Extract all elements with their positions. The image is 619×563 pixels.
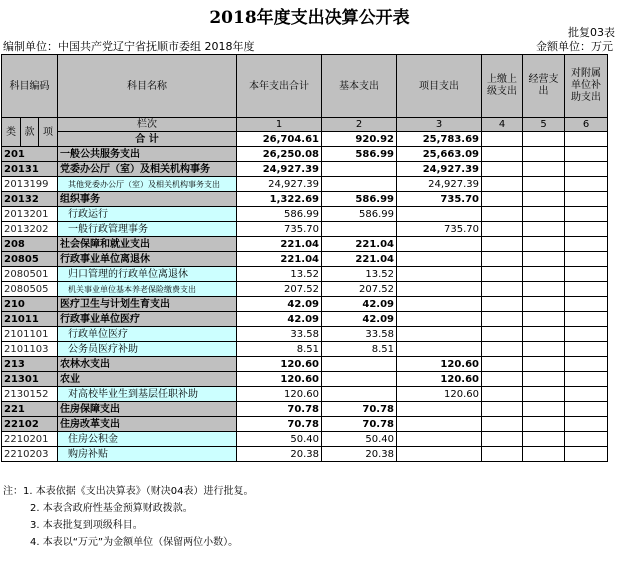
row-name [58, 372, 237, 387]
table-row [2, 342, 608, 357]
row-name-text: 其他党委办公厅（室）及相关机构事务支出 [68, 179, 220, 189]
row-subsidy [565, 207, 608, 222]
row-name [58, 312, 237, 327]
table-row [2, 297, 608, 312]
row-total: 221.04 [237, 237, 322, 252]
row-total: 1,322.69 [237, 192, 322, 207]
row-business [523, 402, 565, 417]
row-total: 8.51 [237, 342, 322, 357]
header-project: 项目支出 [397, 55, 482, 118]
total-upper [482, 132, 523, 147]
row-business [523, 327, 565, 342]
row-basic: 586.99 [322, 192, 397, 207]
total-project: 25,783.69 [397, 132, 482, 147]
row-business [523, 162, 565, 177]
row-subsidy [565, 222, 608, 237]
row-upper [482, 372, 523, 387]
row-business [523, 372, 565, 387]
row-upper [482, 387, 523, 402]
row-total: 24,927.39 [237, 177, 322, 192]
row-basic: 42.09 [322, 297, 397, 312]
row-total: 42.09 [237, 312, 322, 327]
col-label: 栏次 [58, 118, 237, 132]
row-business [523, 237, 565, 252]
row-code: 20132 [2, 192, 58, 207]
row-upper [482, 147, 523, 162]
row-project [397, 312, 482, 327]
row-subsidy [565, 342, 608, 357]
table-row [2, 207, 608, 222]
row-name-text: 购房补贴 [68, 448, 108, 460]
row-upper [482, 417, 523, 432]
row-total: 24,927.39 [237, 162, 322, 177]
row-basic: 207.52 [322, 282, 397, 297]
table-row [2, 447, 608, 462]
row-subsidy [565, 282, 608, 297]
row-upper [482, 267, 523, 282]
row-upper [482, 222, 523, 237]
header-business: 经营支出 [523, 55, 565, 118]
row-name [58, 387, 237, 402]
row-code: 22102 [2, 417, 58, 432]
row-business [523, 222, 565, 237]
table-row [2, 432, 608, 447]
row-name-text: 归口管理的行政单位离退休 [68, 268, 188, 280]
header-basic: 基本支出 [322, 55, 397, 118]
table-row [2, 327, 608, 342]
table-row [2, 192, 608, 207]
note-2: 2. 本表含政府性基金预算财政拨款。 [30, 503, 193, 514]
row-business [523, 387, 565, 402]
header-code: 科目编码 [2, 55, 58, 118]
row-subsidy [565, 372, 608, 387]
row-subsidy [565, 237, 608, 252]
row-name-text: 一般行政管理事务 [68, 223, 148, 235]
row-upper [482, 162, 523, 177]
row-upper [482, 237, 523, 252]
col-1: 1 [237, 118, 322, 132]
row-code: 208 [2, 237, 58, 252]
row-total: 70.78 [237, 402, 322, 417]
table-row [2, 387, 608, 402]
row-basic: 33.58 [322, 327, 397, 342]
header-subsidy: 对附属单位补助支出 [565, 55, 608, 118]
row-name [58, 147, 237, 162]
row-code: 210 [2, 297, 58, 312]
row-name-text: 住房公积金 [68, 433, 118, 445]
row-project [397, 282, 482, 297]
row-business [523, 447, 565, 462]
row-name [58, 207, 237, 222]
header-total: 本年支出合计 [237, 55, 322, 118]
row-subsidy [565, 387, 608, 402]
row-project [397, 237, 482, 252]
row-business [523, 417, 565, 432]
row-subsidy [565, 327, 608, 342]
row-total: 26,250.08 [237, 147, 322, 162]
row-basic: 70.78 [322, 417, 397, 432]
row-upper [482, 312, 523, 327]
row-upper [482, 282, 523, 297]
row-business [523, 207, 565, 222]
row-project [397, 297, 482, 312]
row-subsidy [565, 177, 608, 192]
col-2: 2 [322, 118, 397, 132]
row-name-text: 行政运行 [68, 208, 108, 220]
row-name [58, 252, 237, 267]
row-code: 2013202 [2, 222, 58, 237]
row-basic: 221.04 [322, 252, 397, 267]
total-row [2, 132, 608, 147]
row-subsidy [565, 402, 608, 417]
row-business [523, 357, 565, 372]
header-kuan: 款 [21, 118, 39, 147]
row-total: 735.70 [237, 222, 322, 237]
row-code: 20805 [2, 252, 58, 267]
total-amount: 26,704.61 [237, 132, 322, 147]
row-name-text: 住房保障支出 [60, 403, 120, 415]
row-subsidy [565, 162, 608, 177]
amount-unit: 金额单位：万元 [536, 40, 613, 53]
row-project [397, 447, 482, 462]
row-business [523, 432, 565, 447]
total-subsidy [565, 132, 608, 147]
row-name-text: 行政事业单位医疗 [60, 313, 140, 325]
table-row [2, 222, 608, 237]
row-project: 25,663.09 [397, 147, 482, 162]
row-business [523, 342, 565, 357]
row-name [58, 357, 237, 372]
row-business [523, 192, 565, 207]
row-project: 735.70 [397, 222, 482, 237]
row-total: 50.40 [237, 432, 322, 447]
row-subsidy [565, 192, 608, 207]
row-project: 735.70 [397, 192, 482, 207]
row-basic [322, 177, 397, 192]
row-name-text: 医疗卫生与计划生育支出 [60, 298, 170, 310]
row-name [58, 447, 237, 462]
row-project [397, 432, 482, 447]
row-code: 20131 [2, 162, 58, 177]
table-row [2, 282, 608, 297]
row-total: 70.78 [237, 417, 322, 432]
expenditure-table [1, 54, 608, 462]
row-name [58, 162, 237, 177]
row-code: 2101103 [2, 342, 58, 357]
table-row [2, 372, 608, 387]
row-total: 120.60 [237, 387, 322, 402]
row-name [58, 177, 237, 192]
row-name [58, 222, 237, 237]
row-subsidy [565, 147, 608, 162]
row-project [397, 327, 482, 342]
row-business [523, 282, 565, 297]
row-name [58, 237, 237, 252]
row-name-text: 住房改革支出 [60, 418, 120, 430]
row-code: 2210201 [2, 432, 58, 447]
row-project: 120.60 [397, 357, 482, 372]
row-subsidy [565, 432, 608, 447]
note-4: 4. 本表以“万元”为金额单位（保留两位小数）。 [30, 537, 239, 548]
note-3: 3. 本表批复到项级科目。 [30, 520, 143, 531]
row-upper [482, 252, 523, 267]
table-row [2, 312, 608, 327]
row-code: 2013199 [2, 177, 58, 192]
row-name-text: 对高校毕业生到基层任职补助 [68, 388, 198, 400]
row-upper [482, 327, 523, 342]
col-6: 6 [565, 118, 608, 132]
row-business [523, 267, 565, 282]
row-project: 120.60 [397, 372, 482, 387]
row-project [397, 417, 482, 432]
row-subsidy [565, 252, 608, 267]
row-name-text: 农林水支出 [60, 358, 110, 370]
row-name [58, 402, 237, 417]
row-code: 201 [2, 147, 58, 162]
row-subsidy [565, 357, 608, 372]
row-name-text: 一般公共服务支出 [60, 148, 140, 160]
row-basic [322, 222, 397, 237]
meta-line [3, 38, 615, 54]
total-label: 合 计 [58, 132, 237, 147]
row-business [523, 147, 565, 162]
table-row [2, 237, 608, 252]
row-name [58, 432, 237, 447]
row-basic [322, 387, 397, 402]
header-upper: 上缴上级支出 [482, 55, 523, 118]
row-total: 33.58 [237, 327, 322, 342]
row-name-text: 组织事务 [60, 193, 100, 205]
row-project [397, 342, 482, 357]
row-name [58, 192, 237, 207]
row-upper [482, 432, 523, 447]
row-business [523, 297, 565, 312]
table-row [2, 162, 608, 177]
row-name-text: 公务员医疗补助 [68, 343, 138, 355]
row-name [58, 297, 237, 312]
row-total: 120.60 [237, 357, 322, 372]
row-code: 2210203 [2, 447, 58, 462]
row-upper [482, 177, 523, 192]
row-project [397, 402, 482, 417]
col-3: 3 [397, 118, 482, 132]
table-row [2, 177, 608, 192]
row-upper [482, 297, 523, 312]
table-row [2, 357, 608, 372]
row-business [523, 177, 565, 192]
row-basic: 13.52 [322, 267, 397, 282]
row-name [58, 342, 237, 357]
row-code: 2080501 [2, 267, 58, 282]
table-body [2, 147, 608, 462]
total-basic: 920.92 [322, 132, 397, 147]
compiling-unit: 编制单位：中国共产党辽宁省抚顺市委组 2018年度 [3, 40, 255, 53]
row-subsidy [565, 312, 608, 327]
row-name [58, 327, 237, 342]
row-basic: 42.09 [322, 312, 397, 327]
row-project [397, 207, 482, 222]
note-1: 注：1. 本表依据《支出决算表》（财决04表）进行批复。 [3, 486, 254, 497]
form-number: 批复03表 [568, 26, 615, 39]
row-name-text: 农业 [60, 373, 80, 385]
row-name-text: 机关事业单位基本养老保险缴费支出 [68, 284, 196, 294]
row-code: 221 [2, 402, 58, 417]
row-total: 20.38 [237, 447, 322, 462]
row-code: 21301 [2, 372, 58, 387]
page-title: 2018年度支出决算公开表 [209, 8, 410, 28]
row-basic: 586.99 [322, 207, 397, 222]
row-total: 207.52 [237, 282, 322, 297]
row-total: 13.52 [237, 267, 322, 282]
row-basic: 586.99 [322, 147, 397, 162]
row-upper [482, 357, 523, 372]
row-name [58, 417, 237, 432]
row-code: 2130152 [2, 387, 58, 402]
row-code: 2080505 [2, 282, 58, 297]
row-total: 120.60 [237, 372, 322, 387]
row-basic: 50.40 [322, 432, 397, 447]
row-subsidy [565, 267, 608, 282]
row-project: 24,927.39 [397, 177, 482, 192]
notes [3, 483, 253, 551]
row-basic: 70.78 [322, 402, 397, 417]
table-row [2, 267, 608, 282]
row-project [397, 252, 482, 267]
row-name-text: 行政单位医疗 [68, 328, 128, 340]
row-subsidy [565, 417, 608, 432]
total-business [523, 132, 565, 147]
row-subsidy [565, 447, 608, 462]
row-project: 120.60 [397, 387, 482, 402]
row-code: 2013201 [2, 207, 58, 222]
row-project: 24,927.39 [397, 162, 482, 177]
row-basic [322, 162, 397, 177]
row-code: 213 [2, 357, 58, 372]
row-basic [322, 357, 397, 372]
row-project [397, 267, 482, 282]
row-total: 42.09 [237, 297, 322, 312]
table-row [2, 402, 608, 417]
row-business [523, 312, 565, 327]
table-row [2, 417, 608, 432]
row-name [58, 282, 237, 297]
col-5: 5 [523, 118, 565, 132]
col-4: 4 [482, 118, 523, 132]
table-row [2, 147, 608, 162]
row-name-text: 社会保障和就业支出 [60, 238, 150, 250]
subheader-row [2, 118, 608, 132]
row-upper [482, 402, 523, 417]
row-upper [482, 447, 523, 462]
row-name [58, 267, 237, 282]
row-upper [482, 192, 523, 207]
row-upper [482, 342, 523, 357]
header-name: 科目名称 [58, 55, 237, 118]
row-total: 221.04 [237, 252, 322, 267]
header-row [2, 55, 608, 118]
header-lei: 类 [2, 118, 21, 147]
table-row [2, 252, 608, 267]
row-basic [322, 372, 397, 387]
row-code: 21011 [2, 312, 58, 327]
row-name-text: 行政事业单位离退休 [60, 253, 150, 265]
row-business [523, 252, 565, 267]
row-basic: 8.51 [322, 342, 397, 357]
row-upper [482, 207, 523, 222]
row-code: 2101101 [2, 327, 58, 342]
header-xiang: 项 [39, 118, 58, 147]
row-basic: 221.04 [322, 237, 397, 252]
row-basic: 20.38 [322, 447, 397, 462]
row-total: 586.99 [237, 207, 322, 222]
row-subsidy [565, 297, 608, 312]
row-name-text: 党委办公厅（室）及相关机构事务 [60, 163, 210, 175]
